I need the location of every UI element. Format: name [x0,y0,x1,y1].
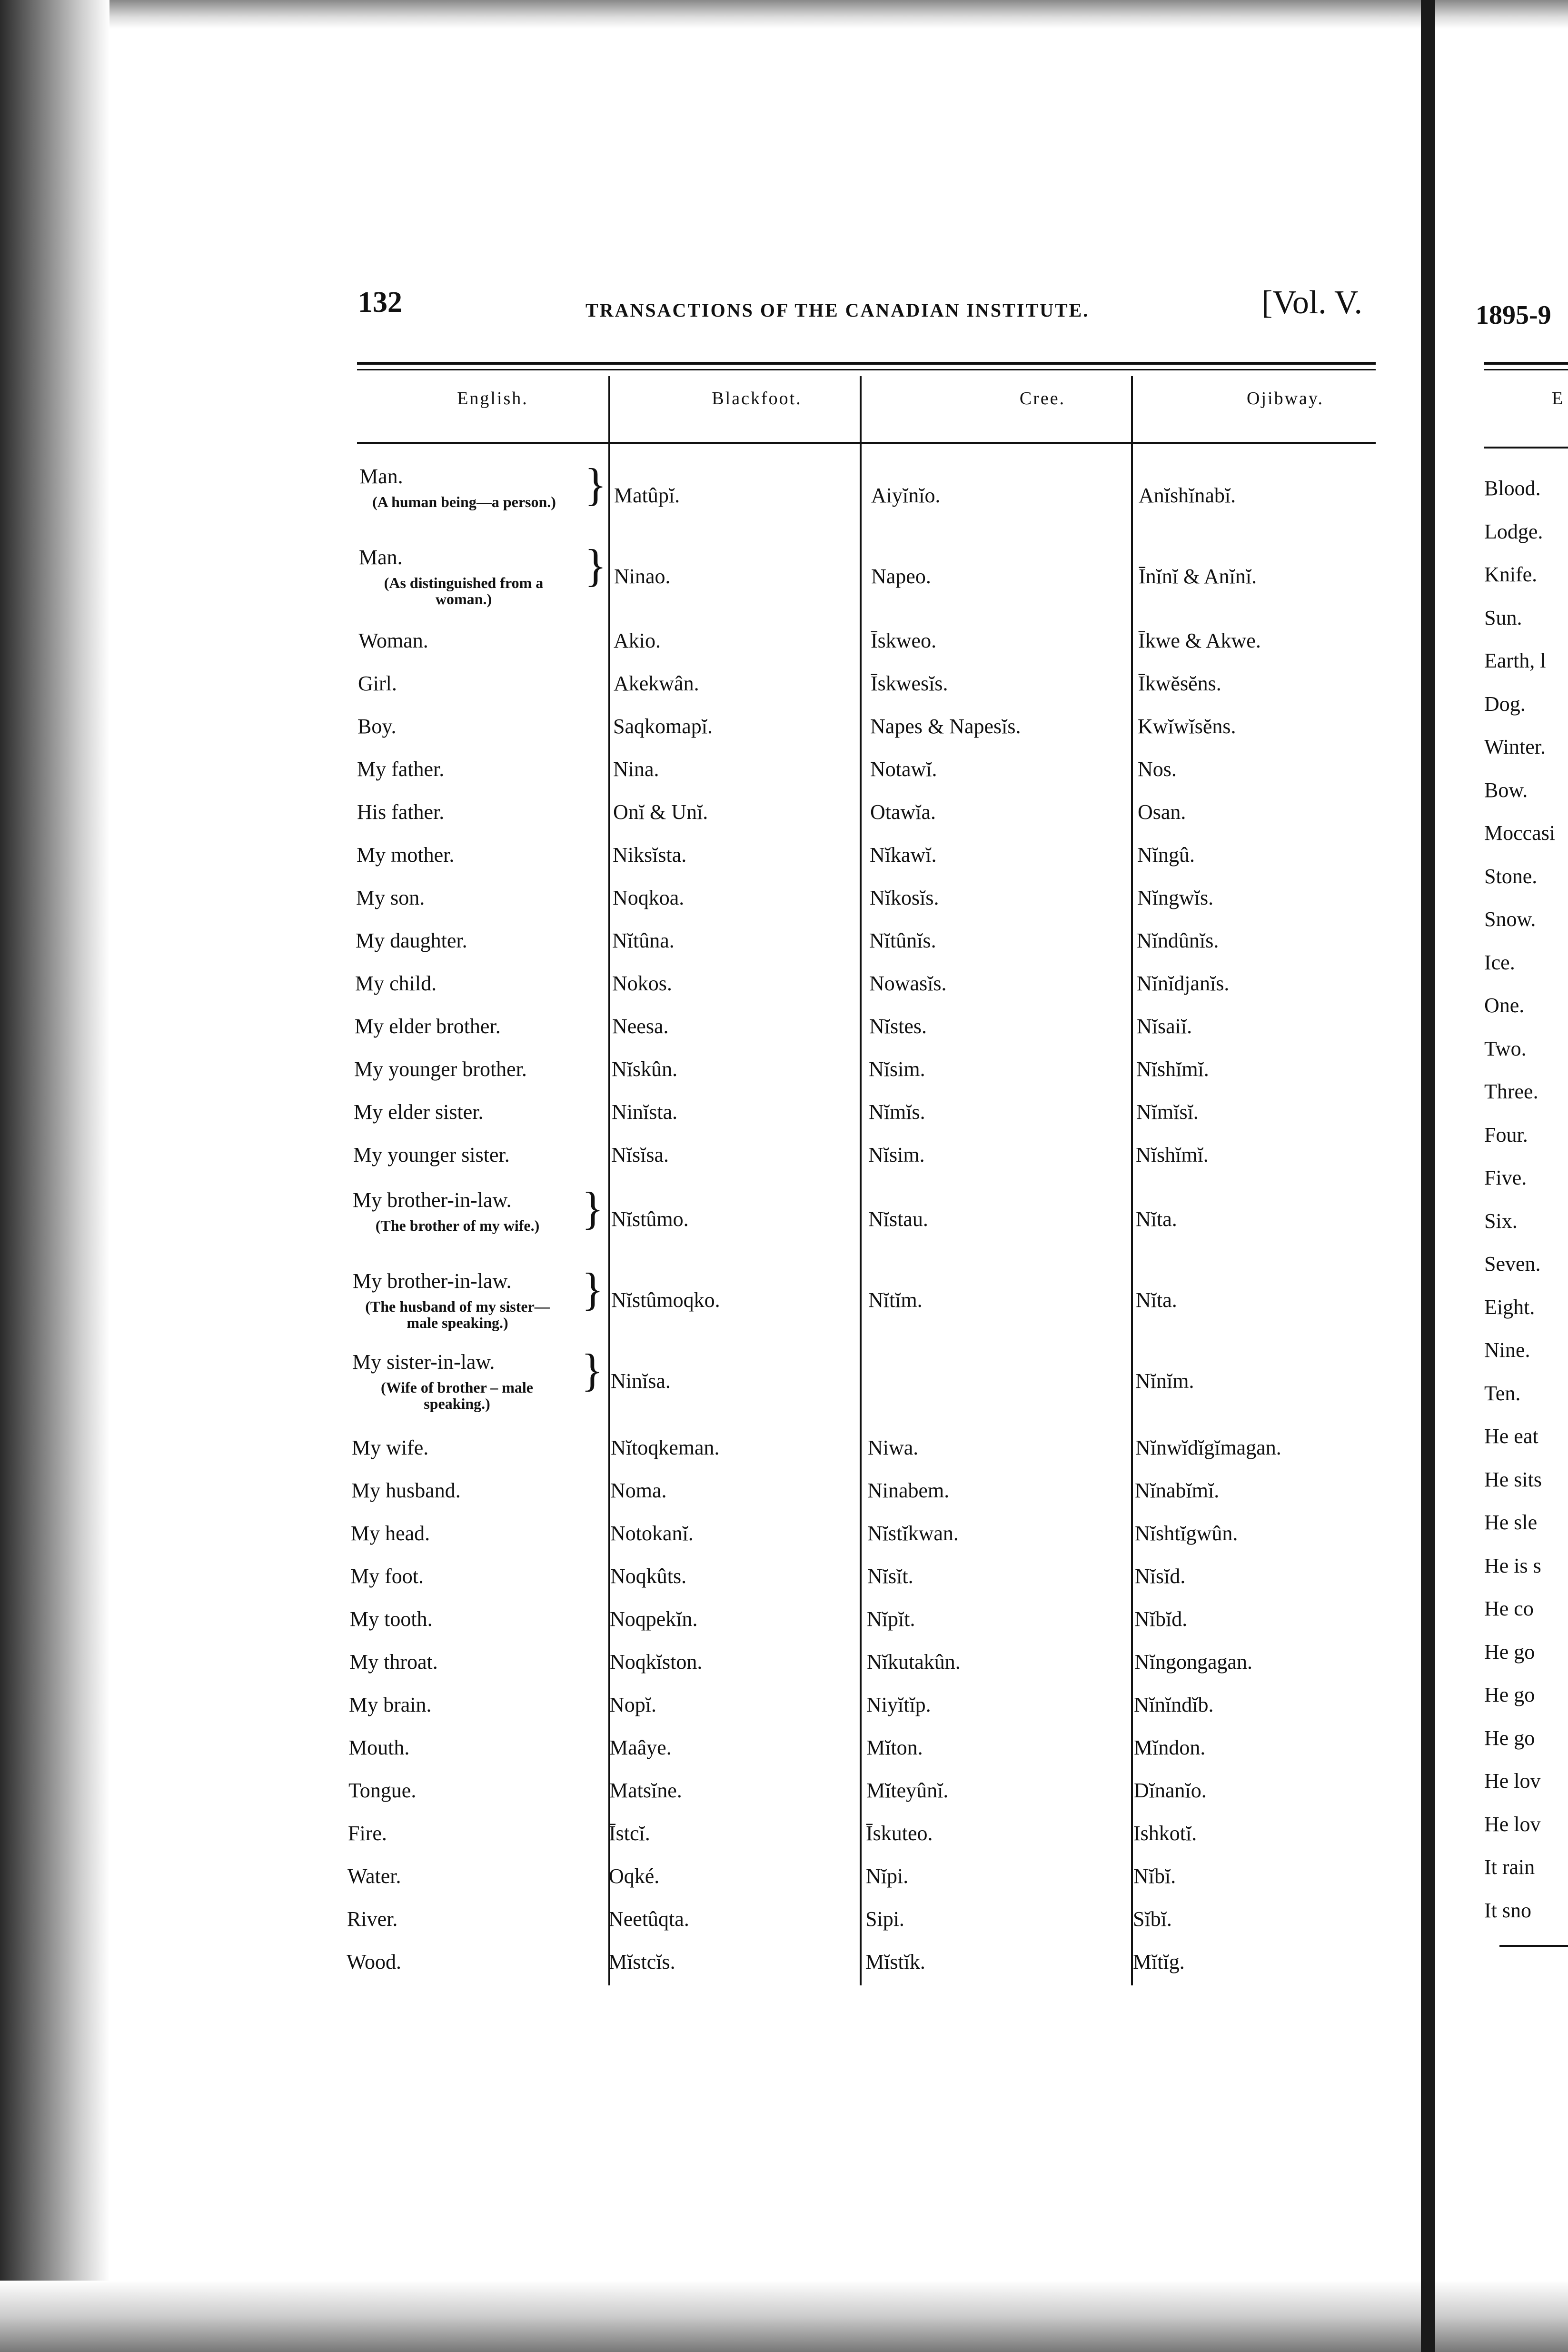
blackfoot-term: Īstcĭ. [609,1822,650,1845]
blackfoot-term: Nina. [613,757,659,781]
facing-list-item: Four. [1484,1123,1528,1146]
ojibway-term: Sĭbĭ. [1133,1907,1172,1931]
ojibway-term: Īkwe & Akwe. [1138,629,1261,652]
cree-term: Nĭtûnĭs. [869,929,936,952]
english-note: (The husband of my sister—male speaking.) [365,1298,550,1331]
facing-rule-end [1499,1945,1568,1947]
cree-term: Īskuteo. [866,1822,933,1845]
blackfoot-term: Nĭtûna. [612,929,675,952]
running-head: TRANSACTIONS OF THE CANADIAN INSTITUTE. [586,299,1090,321]
blackfoot-term: Matûpĭ. [614,484,680,507]
facing-list-item: He go [1484,1726,1535,1750]
facing-list-item: Dog. [1484,692,1526,716]
english-term: My father. [357,757,445,781]
english-term: My brother-in-law. [353,1188,512,1212]
english-term: My sister-in-law. [352,1350,495,1374]
facing-list-item: Eight. [1484,1296,1535,1319]
english-term: River. [347,1907,398,1931]
facing-rule-second [1484,369,1568,370]
english-term: Boy. [357,715,397,738]
ojibway-term: Nĭmĭsĭ. [1136,1100,1199,1124]
blackfoot-term: Neetûqta. [608,1907,689,1931]
ojibway-term: Īkwĕsĕns. [1138,672,1221,695]
facing-rule-bottom [1484,447,1568,448]
cree-term: Nĭstĭkwan. [867,1522,959,1545]
english-term: Mouth. [348,1736,410,1759]
facing-list-item: He eat [1484,1425,1538,1448]
scan-left-edge [0,0,109,2352]
blackfoot-term: Noqkĭston. [610,1650,703,1674]
facing-list-item: Snow. [1484,907,1536,931]
facing-list-item: Bow. [1484,778,1528,802]
ojibway-term: Īnĭnĭ & Anĭnĭ. [1139,565,1257,588]
blackfoot-term: Onĭ & Unĭ. [613,800,708,824]
english-term: My brain. [349,1693,432,1716]
ojibway-term: Nĭnĭndĭb. [1134,1693,1214,1716]
english-term: My younger brother. [354,1057,527,1081]
cree-term: Nĭstau. [868,1207,928,1231]
col-header-ojibway: Ojibway. [1247,389,1324,409]
english-term: My mother. [357,843,455,867]
ojibway-term: Nĭshĭmĭ. [1136,1057,1209,1081]
blackfoot-term: Akekwân. [614,672,699,695]
facing-list-item: Five. [1484,1166,1527,1189]
english-note: (A human being—a person.) [372,493,556,510]
ojibway-term: Nĭta. [1136,1207,1177,1231]
blackfoot-term: Niksĭsta. [613,843,687,867]
ojibway-term: Anĭshĭnabĭ. [1139,484,1236,507]
blackfoot-term: Nĭtoqkeman. [611,1436,720,1459]
cree-term: Mĭstĭk. [865,1950,925,1973]
blackfoot-term: Noqkûts. [610,1565,687,1588]
ojibway-term: Nĭngongagan. [1134,1650,1253,1674]
english-term: Woman. [358,629,428,652]
facing-list-item: Stone. [1484,865,1538,888]
facing-list-item: It rain [1484,1855,1535,1879]
header-rule-second [357,369,1376,370]
ojibway-term: Nĭbĭd. [1134,1607,1188,1631]
blackfoot-term: Mĭstcĭs. [608,1950,675,1973]
english-term: My brother-in-law. [353,1269,512,1293]
blackfoot-term: Notokanĭ. [610,1522,694,1545]
blackfoot-term: Nĭskûn. [612,1057,678,1081]
english-term: My daughter. [356,929,467,952]
cree-term: Nĭpĭt. [867,1607,915,1631]
blackfoot-term: Maâye. [609,1736,672,1759]
blackfoot-term: Nĭstûmo. [611,1207,689,1231]
cree-term: Aiyĭnĭo. [871,484,941,507]
blackfoot-term: Nĭsĭsa. [611,1143,669,1166]
english-term: My husband. [351,1479,461,1502]
ojibway-term: Nĭnĭdjanĭs. [1137,972,1230,995]
english-term: My child. [355,972,437,995]
cree-term: Notawĭ. [870,757,937,781]
cree-term: Nĭstes. [869,1015,927,1038]
facing-list-item: Sun. [1484,606,1522,629]
facing-col-header: E [1552,389,1565,409]
cree-term: Nĭkutakûn. [867,1650,961,1674]
brace-mark: } [581,1345,604,1395]
english-note: (The brother of my wife.) [375,1217,540,1234]
facing-page-year: 1895-9 [1476,300,1551,330]
english-note: (Wife of brother – male speaking.) [381,1379,533,1412]
english-term: My son. [356,886,425,909]
cree-term: Napeo. [871,565,931,588]
facing-list-item: He sits [1484,1468,1542,1491]
header-rule-top [357,362,1376,365]
blackfoot-term: Noqpekĭn. [610,1607,698,1631]
english-term: My elder sister. [354,1100,484,1124]
ojibway-term: Kwĭwĭsĕns. [1138,715,1236,738]
english-term: My wife. [352,1436,429,1459]
cree-term: Nĭsĭt. [867,1565,913,1588]
cree-term: Niwa. [868,1436,919,1459]
facing-list-item: He go [1484,1683,1535,1706]
facing-list-item: It sno [1484,1899,1531,1922]
facing-list-item: One. [1484,994,1525,1017]
ojibway-term: Nĭsaiĭ. [1137,1015,1192,1038]
ojibway-term: Nĭshtĭgwûn. [1135,1522,1238,1545]
cree-term: Īskweo. [871,629,937,652]
ojibway-term: Mĭndon. [1134,1736,1206,1759]
blackfoot-term: Noma. [610,1479,667,1502]
ojibway-term: Nos. [1138,757,1177,781]
ojibway-term: Nĭbĭ. [1133,1864,1176,1888]
cree-term: Nĭpi. [866,1864,909,1888]
ojibway-term: Nĭnwĭdĭgĭmagan. [1135,1436,1281,1459]
col-divider-2 [860,376,862,1985]
facing-list-item: Ten. [1484,1382,1521,1405]
facing-list-item: He is s [1484,1554,1541,1577]
header-rule-bottom [357,442,1376,444]
blackfoot-term: Neesa. [612,1015,669,1038]
english-term: His father. [357,800,445,824]
scan-top-edge [0,0,1568,29]
facing-list-item: Seven. [1484,1252,1541,1276]
blackfoot-term: Oqké. [609,1864,660,1888]
blackfoot-term: Nokos. [612,972,672,995]
cree-term: Īskwesĭs. [871,672,948,695]
facing-list-item: He lov [1484,1813,1541,1836]
ojibway-term: Dĭnanĭo. [1134,1779,1207,1802]
brace-mark: } [582,1264,604,1315]
facing-list-item: Nine. [1484,1338,1530,1362]
col-header-blackfoot: Blackfoot. [712,389,802,409]
english-term: Water. [347,1864,401,1888]
english-term: Man. [359,465,403,488]
volume-label: [Vol. V. [1261,284,1363,321]
english-note: (As distinguished from a woman.) [384,574,544,608]
ojibway-term: Nĭnabĭmĭ. [1135,1479,1220,1502]
col-header-english: English. [457,389,528,409]
facing-list-item: He lov [1484,1769,1541,1793]
cree-term: Nowasĭs. [869,972,947,995]
ojibway-term: Nĭndûnĭs. [1137,929,1219,952]
blackfoot-term: Nĭstûmoqko. [611,1288,720,1312]
cree-term: Nĭkosĭs. [870,886,939,909]
blackfoot-term: Nopĭ. [609,1693,656,1716]
english-term: Wood. [347,1950,402,1973]
cree-term: Nĭkawĭ. [870,843,937,867]
brace-mark: } [585,540,607,591]
cree-term: Nĭsim. [869,1057,925,1081]
facing-list-item: Six. [1484,1209,1518,1233]
cree-term: Napes & Napesĭs. [870,715,1021,738]
facing-list-item: Earth, l [1484,649,1546,672]
blackfoot-term: Akio. [614,629,661,652]
ojibway-term: Nĭsĭd. [1135,1565,1186,1588]
facing-list-item: Two. [1484,1037,1527,1060]
english-term: My head. [351,1522,430,1545]
english-term: My elder brother. [355,1015,501,1038]
facing-list-item: He go [1484,1640,1535,1664]
facing-list-item: Blood. [1484,477,1541,500]
blackfoot-term: Ninĭsa. [611,1369,671,1393]
facing-list-item: Three. [1484,1080,1538,1103]
blackfoot-term: Ninĭsta. [612,1100,678,1124]
facing-list-item: He co [1484,1597,1534,1620]
facing-list-item: Knife. [1484,563,1538,586]
ojibway-term: Mĭtĭg. [1133,1950,1185,1973]
facing-list-item: Lodge. [1484,520,1543,543]
ojibway-term: Nĭngû. [1137,843,1195,867]
ojibway-term: Osan. [1138,800,1186,824]
cree-term: Ninabem. [867,1479,950,1502]
facing-list-item: Ice. [1484,951,1515,974]
col-divider-3 [1131,376,1133,1985]
ojibway-term: Nĭnĭm. [1135,1369,1194,1393]
col-header-cree: Cree. [1019,389,1066,409]
blackfoot-term: Ninao. [614,565,671,588]
ojibway-term: Nĭshĭmĭ. [1136,1143,1209,1166]
english-term: Tongue. [348,1779,417,1802]
facing-list-item: Moccasi [1484,821,1556,845]
facing-list-item: He sle [1484,1511,1538,1534]
cree-term: Nĭmĭs. [869,1100,925,1124]
cree-term: Nĭtĭm. [868,1288,923,1312]
scan-bottom-edge [0,2281,1568,2352]
cree-term: Mĭteyûnĭ. [866,1779,949,1802]
facing-rule-top [1484,362,1568,365]
blackfoot-term: Saqkomapĭ. [613,715,713,738]
english-term: Fire. [348,1822,387,1845]
brace-mark: } [582,1183,604,1234]
ojibway-term: Nĭngwĭs. [1137,886,1214,909]
blackfoot-term: Matsĭne. [609,1779,682,1802]
book-gutter [1421,0,1435,2352]
english-term: Man. [359,546,403,569]
ojibway-term: Nĭta. [1136,1288,1177,1312]
cree-term: Niyĭtĭp. [866,1693,931,1716]
ojibway-term: Ishkotĭ. [1133,1822,1197,1845]
cree-term: Sipi. [865,1907,904,1931]
blackfoot-term: Noqkoa. [613,886,685,909]
cree-term: Otawĭa. [870,800,936,824]
page-number: 132 [358,286,402,319]
cree-term: Mĭton. [866,1736,923,1759]
english-term: My foot. [350,1565,424,1588]
cree-term: Nĭsim. [868,1143,925,1166]
english-term: Girl. [358,672,397,695]
english-term: My throat. [349,1650,438,1674]
english-term: My tooth. [350,1607,433,1631]
brace-mark: } [585,459,607,510]
facing-list-item: Winter. [1484,735,1546,758]
english-term: My younger sister. [353,1143,510,1166]
